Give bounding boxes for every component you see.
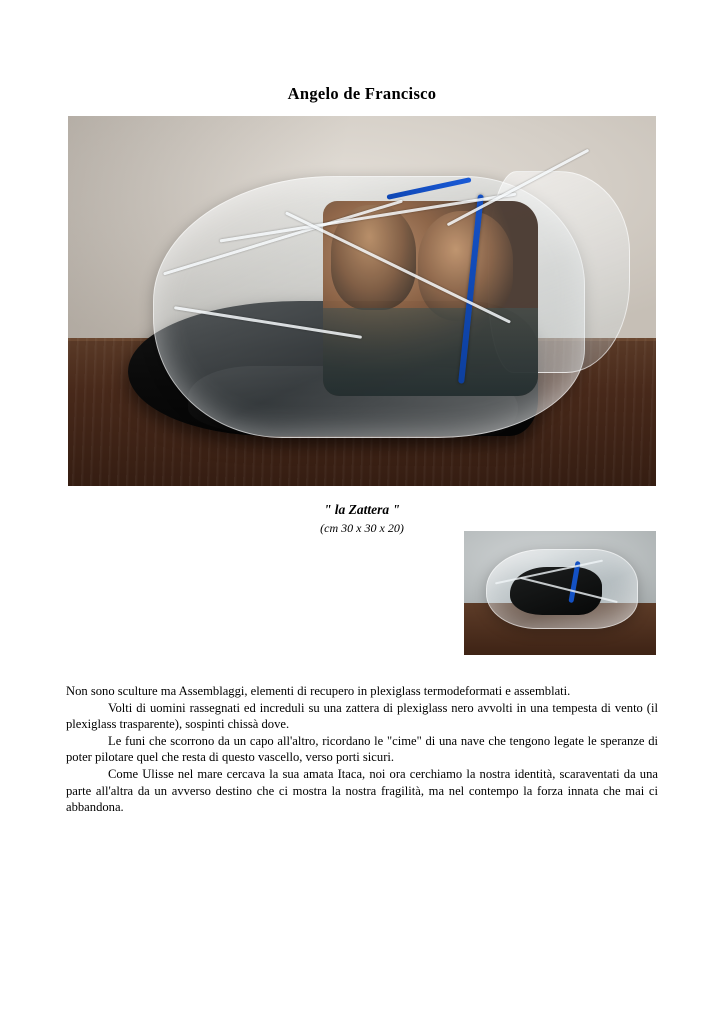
- detail-black-base: [510, 567, 602, 615]
- sculpture-photo-main: [68, 116, 656, 486]
- statement-paragraph-2: Volti di uomini rassegnati ed increduli su una zattera di plexiglass nero avvolti in una tempesta di vento (il plexiglass trasparente), sospinti chissà dove.: [66, 700, 658, 732]
- artwork-caption-title: " la Zattera ": [323, 502, 401, 517]
- sculpture-faces-image: [323, 201, 538, 396]
- artwork-caption-dimensions: (cm 30 x 30 x 20): [320, 521, 404, 535]
- artist-statement: [66, 683, 658, 816]
- statement-paragraph-4: Come Ulisse nel mare cercava la sua amata Itaca, noi ora cerchiamo la nostra identità, scaraventati da una parte all'altra da un avverso destino che ci mostra la nostra fragilità, ma nel contempo la forza innata che mai ci abbandona.: [66, 766, 658, 815]
- page-title: Angelo de Francisco: [287, 84, 437, 103]
- statement-paragraph-1: Non sono sculture ma Assemblaggi, elementi di recupero in plexiglass termodeformati e assemblati.: [66, 684, 571, 698]
- statement-paragraph-3: Le funi che scorrono da un capo all'altro, ricordano le "cime" di una nave che tengono legate le speranze di poter pilotare quel che resta di questo vascello, verso porti sicuri.: [66, 733, 658, 765]
- sculpture-photo-detail: [464, 531, 656, 655]
